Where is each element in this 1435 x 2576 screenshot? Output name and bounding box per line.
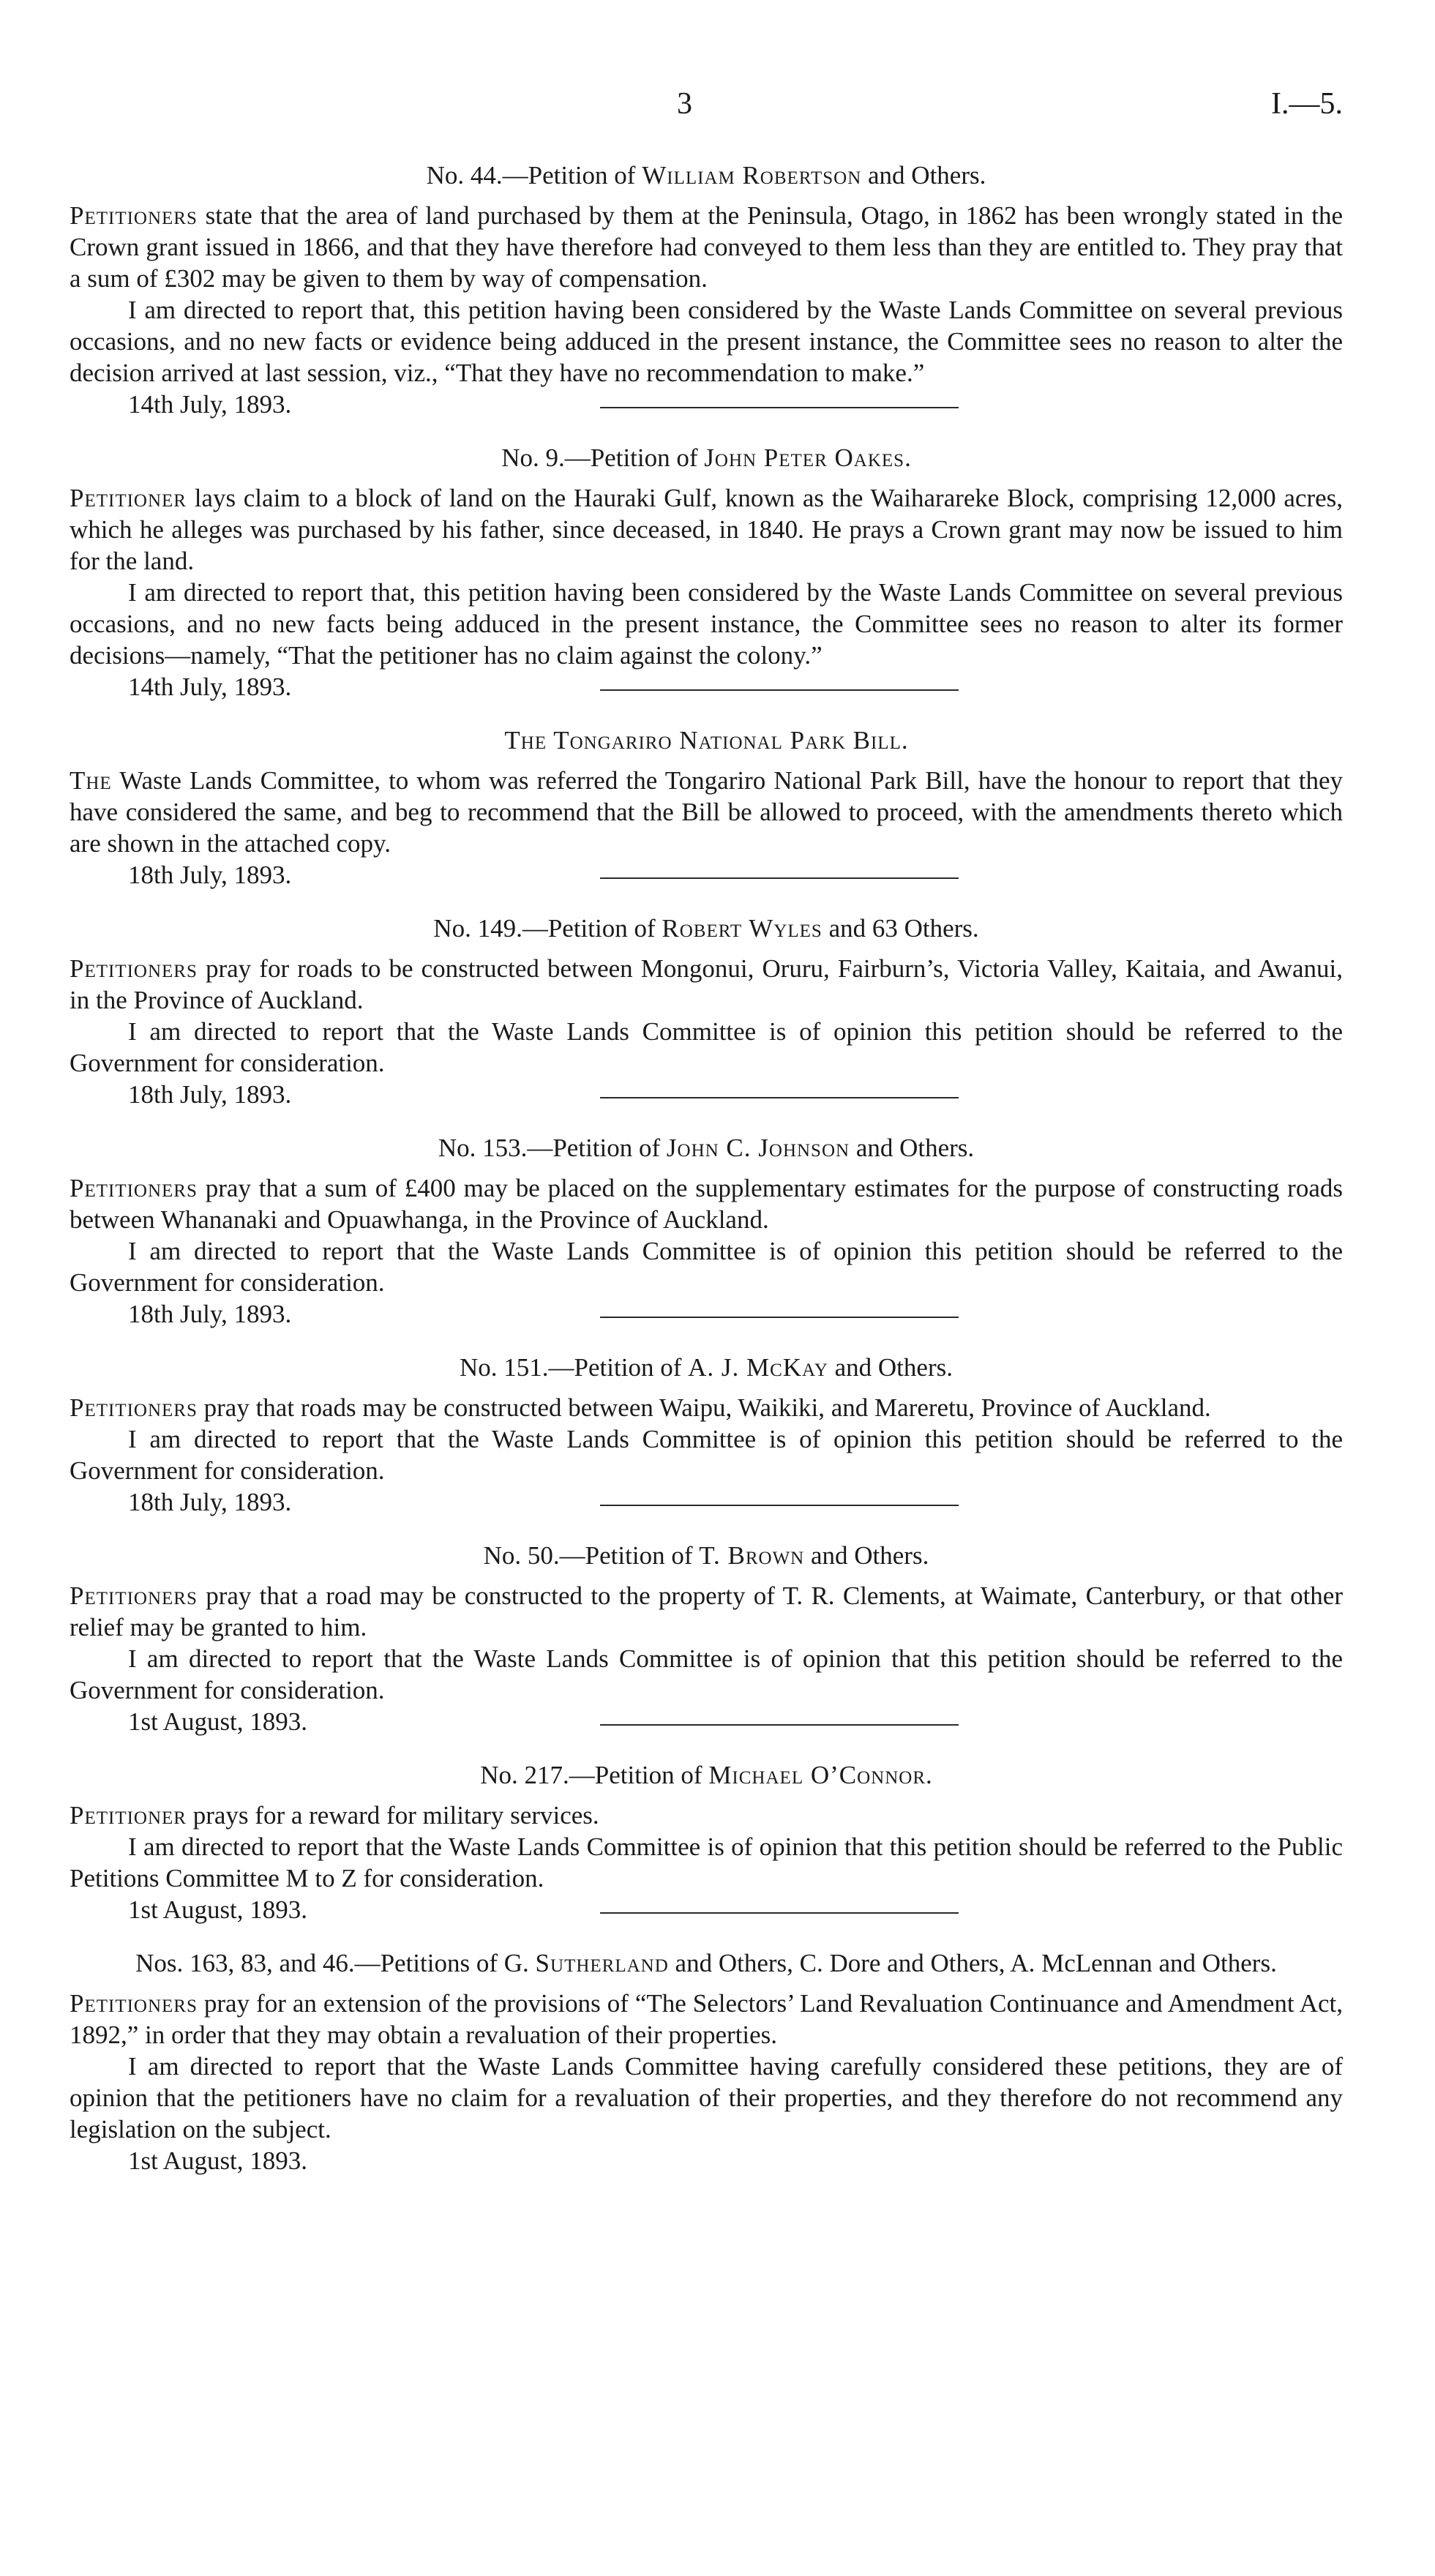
section-divider bbox=[600, 1505, 959, 1506]
section-tongariro-bill bbox=[70, 724, 1343, 889]
section-date: 14th July, 1893. bbox=[128, 390, 292, 419]
section-paragraph: Petitioners state that the area of land purchased by them at the Peninsula, Otago, in 1862 has been wrongly stated in the Crown grant issued in 1866, and that they have therefore had conveyed to them less than they are entitled to. They pray that a sum of £302 may be given to them by way of compensation. bbox=[70, 201, 1343, 293]
section-date: 18th July, 1893. bbox=[128, 861, 292, 889]
section-report: I am directed to report that the Waste Lands Committee is of opinion this petition should be referred to the Government for consideration. bbox=[70, 1017, 1343, 1077]
section-date: 1st August, 1893. bbox=[128, 1895, 308, 1924]
section-divider bbox=[600, 689, 959, 691]
section-paragraph: Petitioner prays for a reward for military services. bbox=[70, 1801, 599, 1830]
section-date: 18th July, 1893. bbox=[128, 1080, 292, 1109]
section-divider bbox=[600, 1097, 959, 1098]
section-report: I am directed to report that the Waste Lands Committee is of opinion this petition should be referred to the Government for consideration. bbox=[70, 1425, 1343, 1485]
section-paragraph: Petitioners pray for roads to be constructed between Mongonui, Oruru, Fairburn’s, Victoria Valley, Kaitaia, and Awanui, in the Province of Auckland. bbox=[70, 954, 1343, 1014]
section-title: No. 149.—Petition of Robert Wyles and 63 Others. bbox=[433, 914, 979, 943]
section-paragraph: Petitioners pray for an extension of the provisions of “The Selectors’ Land Revaluation Continuance and Amendment Act, 1892,” in order that they may obtain a revaluation of their properties. bbox=[70, 1989, 1343, 2049]
section-petition-44 bbox=[70, 160, 1343, 419]
section-petition-149 bbox=[70, 913, 1343, 1109]
section-divider bbox=[600, 877, 959, 879]
section-divider bbox=[600, 1912, 959, 1914]
section-petition-153 bbox=[70, 1132, 1343, 1328]
section-paragraph: Petitioners pray that a road may be constructed to the property of T. R. Clements, at Waimate, Canterbury, or that other relief may be granted to him. bbox=[70, 1581, 1343, 1641]
section-title: Nos. 163, 83, and 46.—Petitions of G. Sutherland and Others, C. Dore and Others, A. McLennan and Others. bbox=[135, 1949, 1277, 1977]
section-title: No. 44.—Petition of William Robertson and Others. bbox=[426, 161, 986, 190]
section-title: No. 153.—Petition of John C. Johnson and Others. bbox=[438, 1134, 975, 1162]
section-paragraph: Petitioners pray that a sum of £400 may be placed on the supplementary estimates for the purpose of constructing roads between Whananaki and Opuawhanga, in the Province of Auckland. bbox=[70, 1174, 1343, 1234]
page-header bbox=[70, 86, 1343, 130]
section-report: I am directed to report that the Waste Lands Committee having carefully considered these petitions, they are of opinion that the petitioners have no claim for a revaluation of their properties, and they therefore do not recommend any legislation on the subject. bbox=[70, 2052, 1343, 2143]
paper-reference: I.—5. bbox=[1271, 87, 1343, 121]
section-date: 18th July, 1893. bbox=[128, 1488, 292, 1516]
section-title: No. 9.—Petition of John Peter Oakes. bbox=[501, 443, 911, 472]
page-number: 3 bbox=[677, 87, 692, 121]
section-date: 1st August, 1893. bbox=[128, 1707, 308, 1736]
section-title: The Tongariro National Park Bill. bbox=[504, 726, 908, 755]
section-date: 1st August, 1893. bbox=[128, 2146, 308, 2175]
section-report: I am directed to report that, this petition having been considered by the Waste Lands Committee on several previous occasions, and no new facts or evidence being adduced in the present instance, the Committee sees no reason to alter the decision arrived at last session, viz., “That they have no recommendation to make.” bbox=[70, 296, 1343, 387]
section-title: No. 151.—Petition of A. J. McKay and Others. bbox=[460, 1353, 953, 1382]
section-divider bbox=[600, 407, 959, 408]
section-date: 14th July, 1893. bbox=[128, 673, 292, 701]
document-body bbox=[70, 160, 1343, 2176]
section-paragraph: The Waste Lands Committee, to whom was referred the Tongariro National Park Bill, have the honour to report that they have considered the same, and beg to recommend that the Bill be allowed to proceed, with the amendments thereto which are shown in the attached copy. bbox=[70, 766, 1343, 858]
section-divider bbox=[600, 1317, 959, 1318]
section-paragraph: Petitioners pray that roads may be constructed between Waipu, Waikiki, and Mareretu, Province of Auckland. bbox=[70, 1393, 1211, 1422]
section-title: No. 50.—Petition of T. Brown and Others. bbox=[483, 1541, 929, 1570]
section-title: No. 217.—Petition of Michael O’Connor. bbox=[480, 1761, 932, 1789]
section-petition-9 bbox=[70, 442, 1343, 701]
section-divider bbox=[600, 1724, 959, 1726]
section-petition-151 bbox=[70, 1352, 1343, 1516]
section-petition-50 bbox=[70, 1540, 1343, 1736]
section-report: I am directed to report that the Waste Lands Committee is of opinion that this petition should be referred to the Public Petitions Committee M to Z for consideration. bbox=[70, 1832, 1343, 1892]
section-petition-217 bbox=[70, 1759, 1343, 1924]
section-report: I am directed to report that the Waste Lands Committee is of opinion this petition should be referred to the Government for consideration. bbox=[70, 1237, 1343, 1297]
section-report: I am directed to report that, this petition having been considered by the Waste Lands Committee on several previous occasions, and no new facts being adduced in the present instance, the Committee sees no reason to alter its former decisions—namely, “That the petitioner has no claim against the colony.” bbox=[70, 578, 1343, 670]
section-petitions-163-83-46 bbox=[70, 1947, 1343, 2176]
section-paragraph: Petitioner lays claim to a block of land on the Hauraki Gulf, known as the Waiharareke Block, comprising 12,000 acres, which he alleges was purchased by his father, since deceased, in 1840. He prays a Crown grant may now be issued to him for the land. bbox=[70, 484, 1343, 575]
section-report: I am directed to report that the Waste Lands Committee is of opinion that this petition should be referred to the Government for consideration. bbox=[70, 1644, 1343, 1704]
section-date: 18th July, 1893. bbox=[128, 1300, 292, 1328]
